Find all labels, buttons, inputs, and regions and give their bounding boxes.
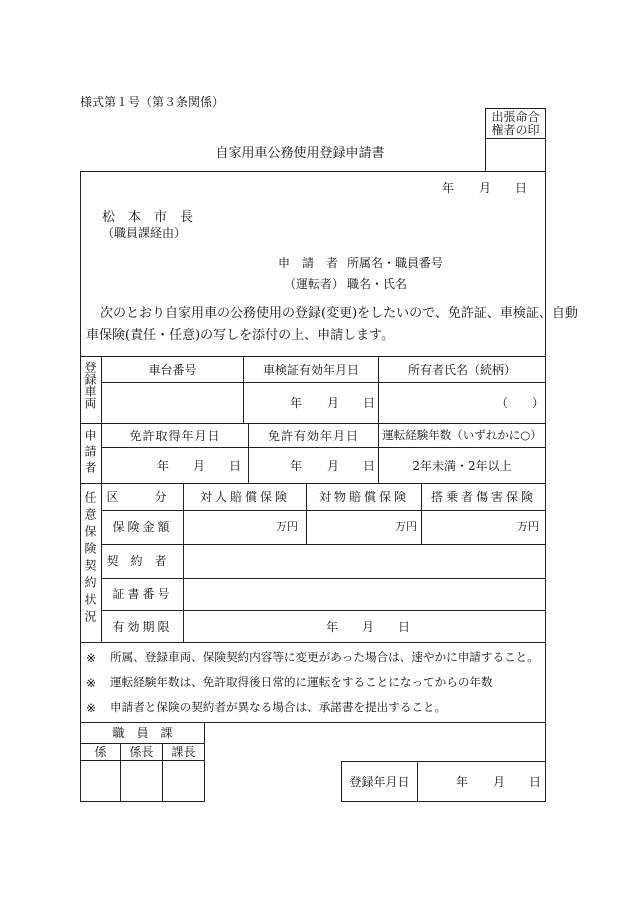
- insurance-period-label: 有効期限: [112, 620, 173, 634]
- note-text: 運転経験年数は、免許取得後日常的に運転をすることになってからの年数: [110, 675, 493, 689]
- note-mark: ※: [86, 676, 97, 690]
- vehicle-side-label: 登録車両: [83, 361, 97, 409]
- page-title: 自家用車公務使用登録申請書: [215, 146, 385, 161]
- insurance-date-day: 日: [398, 620, 411, 634]
- staff-box-header: 職 員 課: [112, 726, 173, 740]
- note-text: 申請者と保険の契約者が異なる場合は、承諾書を提出すること。: [110, 700, 447, 714]
- note-mark: ※: [86, 701, 97, 715]
- insurance-amount-unit-3: 万円: [517, 520, 539, 533]
- date-year: 年: [442, 181, 455, 195]
- form-id: 様式第１号（第３条関係）: [80, 95, 225, 109]
- license-date2-month: 月: [327, 459, 340, 473]
- insurance-contractor-label: 契約者: [106, 554, 179, 568]
- registration-date-month: 月: [493, 775, 506, 789]
- insurance-side-label: 任意保険契約状況: [83, 491, 97, 627]
- body-text-line-2: 車保険(責任・任意)の写しを添付の上、申請します。: [86, 328, 395, 343]
- license-date-year: 年: [157, 459, 170, 473]
- insurance-cert-label: 証書番号: [112, 587, 173, 601]
- applicant-label: 申 請 者: [278, 256, 339, 270]
- vehicle-header-inspection: 車検証有効年月日: [262, 363, 359, 377]
- insurance-header-property: 対物賠償保険: [318, 490, 409, 504]
- vehicle-date-day: 日: [363, 396, 376, 410]
- applicant-driver: （運転者）: [284, 277, 345, 291]
- addressee-via: （職員課経由）: [102, 226, 187, 240]
- seal-box-label-1: 出張命合: [491, 110, 540, 124]
- insurance-date-year: 年: [326, 620, 339, 634]
- license-header-valid: 免許有効年月日: [267, 429, 359, 443]
- insurance-header-personal: 対人賠償保険: [199, 490, 290, 504]
- license-header-experience: 運転経験年数（いずれかに○）: [382, 428, 542, 442]
- insurance-amount-label: 保険金額: [112, 520, 173, 534]
- vehicle-header-owner: 所有者氏名（続柄）: [407, 363, 516, 377]
- license-date2-year: 年: [290, 459, 303, 473]
- registration-date-day: 日: [529, 775, 542, 789]
- registration-date-label: 登録年月日: [349, 775, 410, 789]
- insurance-amount-unit-2: 万円: [395, 520, 417, 533]
- license-header-acquired: 免許取得年月日: [129, 429, 221, 443]
- seal-box-label-2: 権者の印: [491, 123, 540, 137]
- note-mark: ※: [86, 651, 97, 665]
- staff-col-clerk: 係: [94, 745, 107, 759]
- insurance-date-month: 月: [362, 620, 375, 634]
- addressee-mayor: 松 本 市 長: [102, 210, 194, 225]
- applicant-name: 職名・氏名: [347, 277, 408, 291]
- date-day: 日: [515, 181, 528, 195]
- license-date-day: 日: [229, 459, 242, 473]
- license-experience-options: 2年未満・2年以上: [412, 459, 512, 473]
- applicant-department: 所属名・職員番号: [347, 256, 444, 270]
- date-month: 月: [479, 181, 492, 195]
- insurance-amount-unit-1: 万円: [276, 520, 298, 533]
- vehicle-date-month: 月: [327, 396, 340, 410]
- license-side-label: 申請者: [83, 429, 97, 477]
- license-date2-day: 日: [363, 459, 376, 473]
- insurance-header-category: 区 分: [106, 490, 179, 504]
- staff-col-manager: 課長: [171, 745, 196, 759]
- registration-date-year: 年: [456, 775, 469, 789]
- staff-col-chief: 係長: [129, 745, 154, 759]
- vehicle-owner-paren: （ ）: [496, 396, 545, 410]
- license-date-month: 月: [193, 459, 206, 473]
- note-text: 所属、登録車両、保険契約内容等に変更があった場合は、速やかに申請すること。: [110, 650, 539, 664]
- body-text-line-1: 次のとおり自家用車の公務使用の登録(変更)をしたいので、免許証、車検証、自動: [100, 306, 578, 321]
- insurance-header-passenger: 搭乗者傷害保険: [430, 490, 536, 504]
- vehicle-date-year: 年: [290, 396, 303, 410]
- vehicle-header-chassis: 車台番号: [148, 363, 197, 377]
